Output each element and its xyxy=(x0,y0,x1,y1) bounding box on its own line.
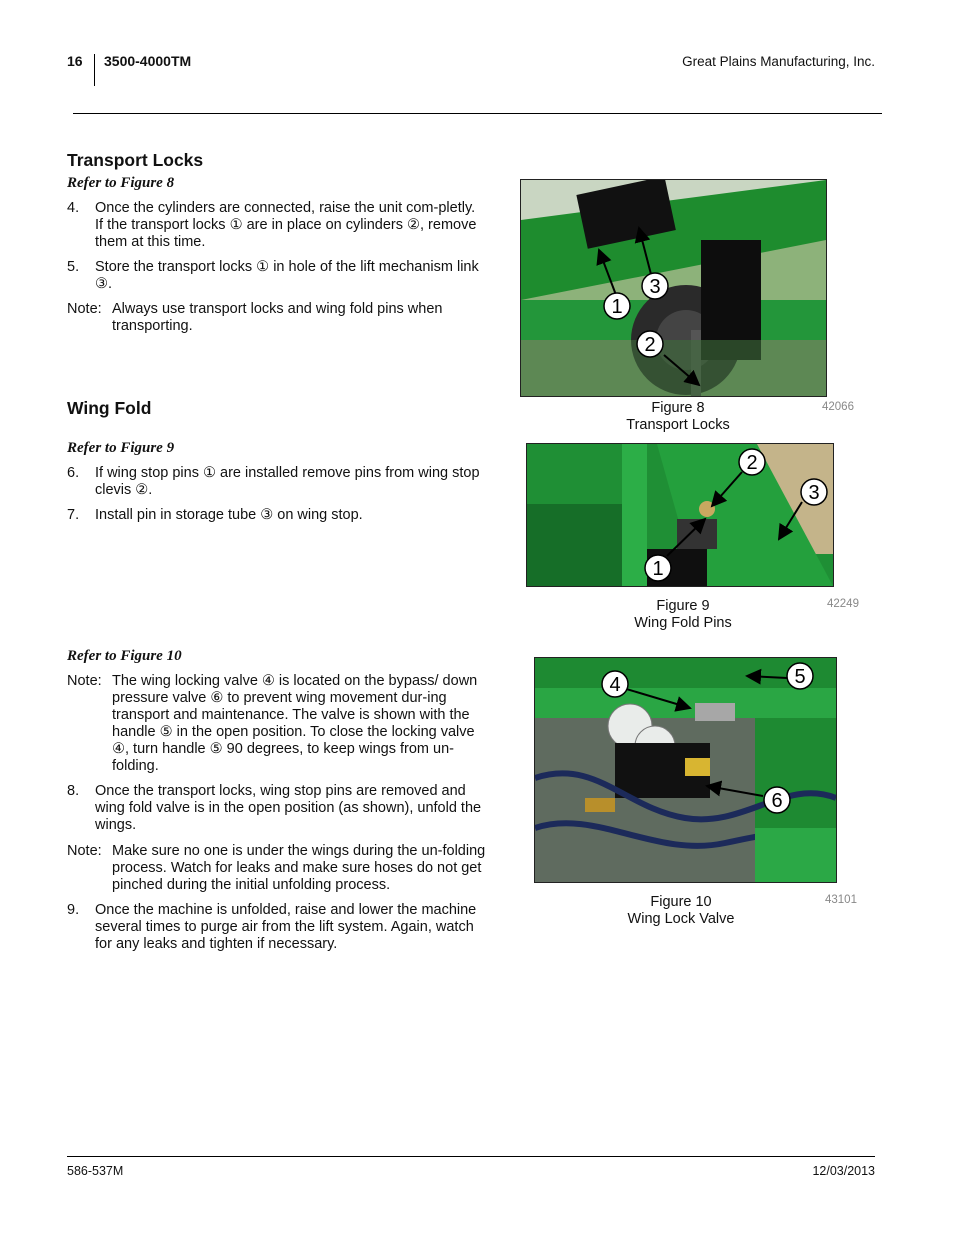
figure-reference: Refer to Figure 10 xyxy=(67,648,182,664)
figure-reference: Refer to Figure 8 xyxy=(67,175,175,191)
note xyxy=(67,301,487,335)
svg-text:4: 4 xyxy=(609,674,621,696)
note xyxy=(67,673,487,775)
header-divider xyxy=(94,54,95,86)
list-item xyxy=(67,259,487,293)
callout-6 xyxy=(764,787,790,813)
step-number: 4. xyxy=(67,200,80,216)
header-rule xyxy=(73,113,882,114)
svg-text:1: 1 xyxy=(611,296,623,318)
figure-10-illustration xyxy=(535,658,836,882)
list-item xyxy=(67,507,487,524)
figure-8-illustration xyxy=(521,180,826,396)
figure-10-caption xyxy=(606,894,756,928)
note-text: Always use transport locks and wing fold pins when transporting. xyxy=(112,301,443,334)
step-text: If wing stop pins ① are installed remove pins from wing stop clevis ②. xyxy=(95,465,480,498)
figure-id: 43101 xyxy=(825,894,857,906)
callout-5 xyxy=(787,663,813,689)
note-text: The wing locking valve ④ is located on the bypass/ down pressure valve ⑥ to prevent wing movement dur-ing transport and maintenance. The valve is shown with the handle ⑤ in the open position. To close the locking valve ④, turn handle ⑤ 90 degrees, to keep wings from un-folding. xyxy=(112,673,478,774)
figure-label: Figure 8 xyxy=(651,400,705,416)
svg-text:6: 6 xyxy=(771,790,783,812)
note xyxy=(67,843,487,894)
figure-title: Transport Locks xyxy=(626,417,730,433)
figure-id: 42249 xyxy=(827,598,859,610)
figure-id: 42066 xyxy=(822,401,854,413)
figure-9-illustration xyxy=(527,444,833,586)
svg-text:2: 2 xyxy=(746,452,758,474)
section-heading-transport-locks: Transport Locks xyxy=(67,150,204,170)
callout-2 xyxy=(739,449,765,475)
callout-3 xyxy=(801,479,827,505)
step-number: 9. xyxy=(67,902,80,918)
figure-9-photo xyxy=(526,443,834,587)
svg-text:3: 3 xyxy=(808,482,820,504)
figure-label: Figure 9 xyxy=(656,598,710,614)
list-item xyxy=(67,783,487,834)
footer-doc-code: 586-537M xyxy=(67,1164,124,1178)
step-text: Once the cylinders are connected, raise the unit com-pletly. If the transport locks ① are in place on cylinders ②, remove them at this time. xyxy=(95,200,477,250)
step-text: Store the transport locks ① in hole of the lift mechanism link ③. xyxy=(95,259,479,292)
callout-1 xyxy=(604,293,630,319)
svg-text:2: 2 xyxy=(644,334,656,356)
document-title: 3500-4000TM xyxy=(104,53,192,69)
footer-rule xyxy=(67,1156,875,1157)
step-number: 6. xyxy=(67,465,80,481)
note-text: Make sure no one is under the wings during the un-folding process. Watch for leaks and make sure hoses do not get pinched during the initial unfolding process. xyxy=(112,843,486,893)
callout-3 xyxy=(642,273,668,299)
step-number: 5. xyxy=(67,259,80,275)
figure-8-photo xyxy=(520,179,827,397)
list-item xyxy=(67,465,487,499)
figure-reference: Refer to Figure 9 xyxy=(67,440,175,456)
figure-9-caption xyxy=(608,598,758,632)
callout-4 xyxy=(602,671,628,697)
figure-8-caption xyxy=(603,400,753,434)
section-heading-wing-fold: Wing Fold xyxy=(67,398,152,418)
note-label: Note: xyxy=(67,843,102,859)
svg-text:3: 3 xyxy=(649,276,661,298)
figure-title: Wing Lock Valve xyxy=(627,911,735,927)
step-number: 8. xyxy=(67,783,80,799)
step-number: 7. xyxy=(67,507,80,523)
svg-text:1: 1 xyxy=(652,558,664,580)
list-item xyxy=(67,902,487,953)
callout-1 xyxy=(645,555,671,581)
svg-text:5: 5 xyxy=(794,666,806,688)
step-text: Once the transport locks, wing stop pins are removed and wing fold valve is in the open position (as shown), unfold the wings. xyxy=(95,783,482,833)
list-item xyxy=(67,200,487,251)
note-label: Note: xyxy=(67,673,102,689)
footer-date: 12/03/2013 xyxy=(812,1164,875,1178)
step-text: Once the machine is unfolded, raise and lower the machine several times to purge air from the lift system. Again, watch for any leaks and tighten if necessary. xyxy=(95,902,477,952)
figure-10-photo xyxy=(534,657,837,883)
callout-2 xyxy=(637,331,663,357)
note-label: Note: xyxy=(67,301,102,317)
figure-title: Wing Fold Pins xyxy=(634,615,732,631)
step-text: Install pin in storage tube ③ on wing stop. xyxy=(95,507,363,523)
figure-label: Figure 10 xyxy=(650,894,712,910)
page-number: 16 xyxy=(67,53,83,69)
company-name: Great Plains Manufacturing, Inc. xyxy=(682,54,875,69)
